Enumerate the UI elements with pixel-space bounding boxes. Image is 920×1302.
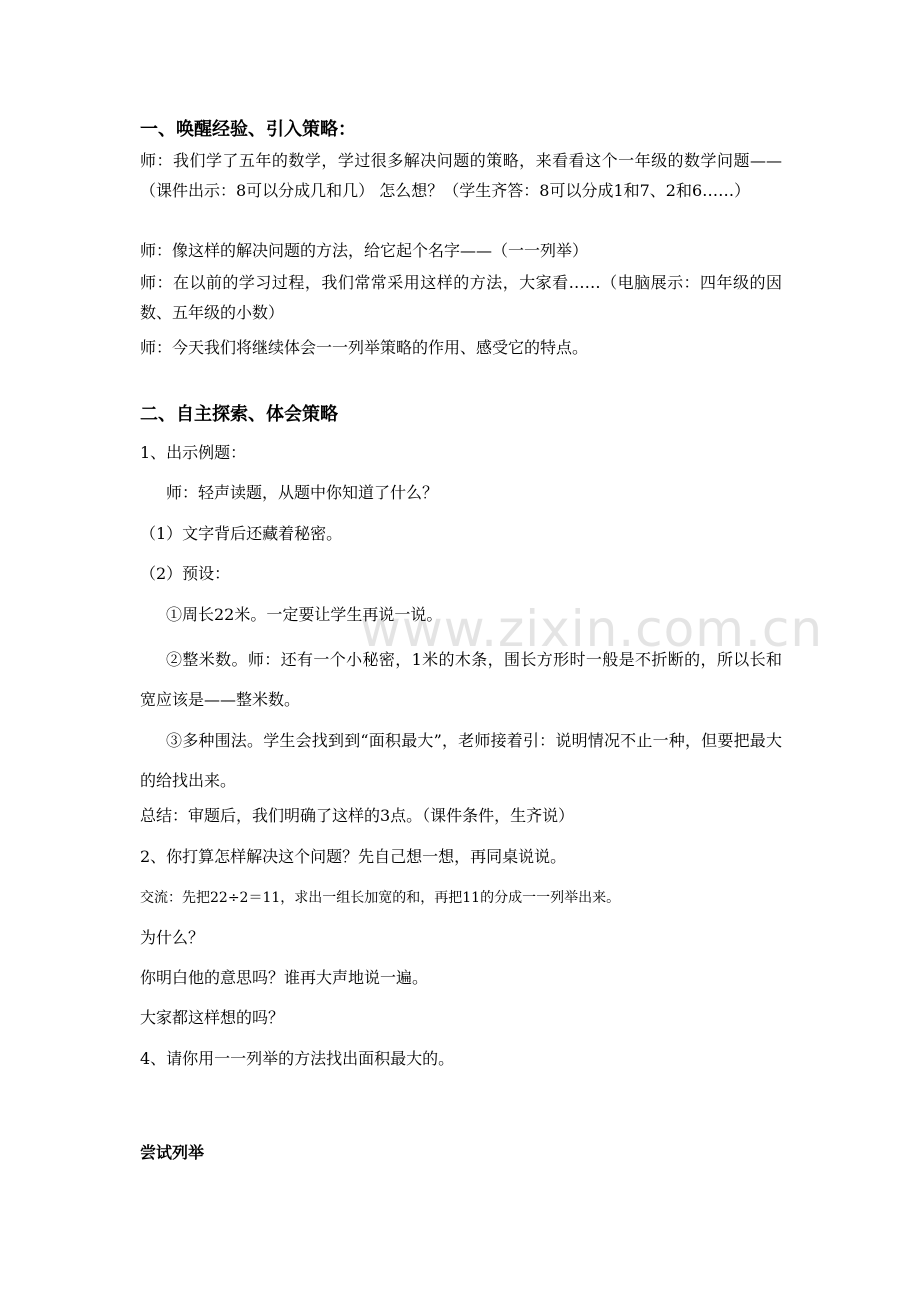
section-2-line-8: 总结：审题后，我们明确了这样的3点。（课件条件，生齐说）	[140, 806, 575, 825]
section-1-paragraph-3: 师：在以前的学习过程，我们常常采用这样的方法，大家看……（电脑展示：四年级的因数、五年级的小数）	[140, 273, 782, 322]
section-2-line-9: 2、你打算怎样解决这个问题？先自己想一想，再同桌说说。	[140, 847, 567, 866]
section-2-line-11: 为什么？	[140, 928, 205, 947]
section-1-paragraph-1: 师：我们学了五年的数学，学过很多解决问题的策略，来看看这个一年级的数学问题——（课件出示：8可以分成几和几） 怎么想？（学生齐答：8可以分成1和7、2和6……）	[140, 151, 782, 200]
section-2-line-4: （2）预设：	[140, 564, 231, 583]
section-2-line-3: （1）文字背后还藏着秘密。	[140, 524, 343, 543]
section-2-line-14: 4、请你用一一列举的方法找出面积最大的。	[140, 1049, 455, 1068]
section-3-heading: 尝试列举	[140, 1143, 205, 1162]
section-2-line-12: 你明白他的意思吗？谁再大声地说一遍。	[140, 968, 429, 987]
section-2-line-2: 师：轻声读题，从题中你知道了什么？	[166, 483, 439, 502]
section-2-line-5: ①周长22米。一定要让学生再说一说。	[166, 605, 443, 624]
section-2-line-1: 1、出示例题：	[140, 443, 247, 462]
section-2-line-10: 交流：先把22÷2＝11，求出一组长加宽的和，再把11的分成一一列举出来。	[140, 890, 621, 906]
section-2-line-7: ③多种围法。学生会找到到“面积最大”，老师接着引：说明情况不止一种，但要把最大的给找出来。	[140, 731, 782, 790]
watermark: www.zixin.com.cn	[360, 600, 824, 658]
section-2-line-6: ②整米数。师：还有一个小秘密，1米的木条，围长方形时一般是不折断的，所以长和宽应该是——整米数。	[140, 650, 782, 709]
section-2-heading: 二、自主探索、体会策略	[140, 404, 338, 425]
section-2-line-13: 大家都这样想的吗？	[140, 1008, 285, 1027]
section-1-paragraph-4: 师：今天我们将继续体会一一列举策略的作用、感受它的特点。	[140, 338, 589, 357]
section-1-paragraph-2: 师：像这样的解决问题的方法，给它起个名字——（一一列举）	[140, 241, 589, 260]
section-1-heading: 一、唤醒经验、引入策略：	[140, 119, 356, 140]
